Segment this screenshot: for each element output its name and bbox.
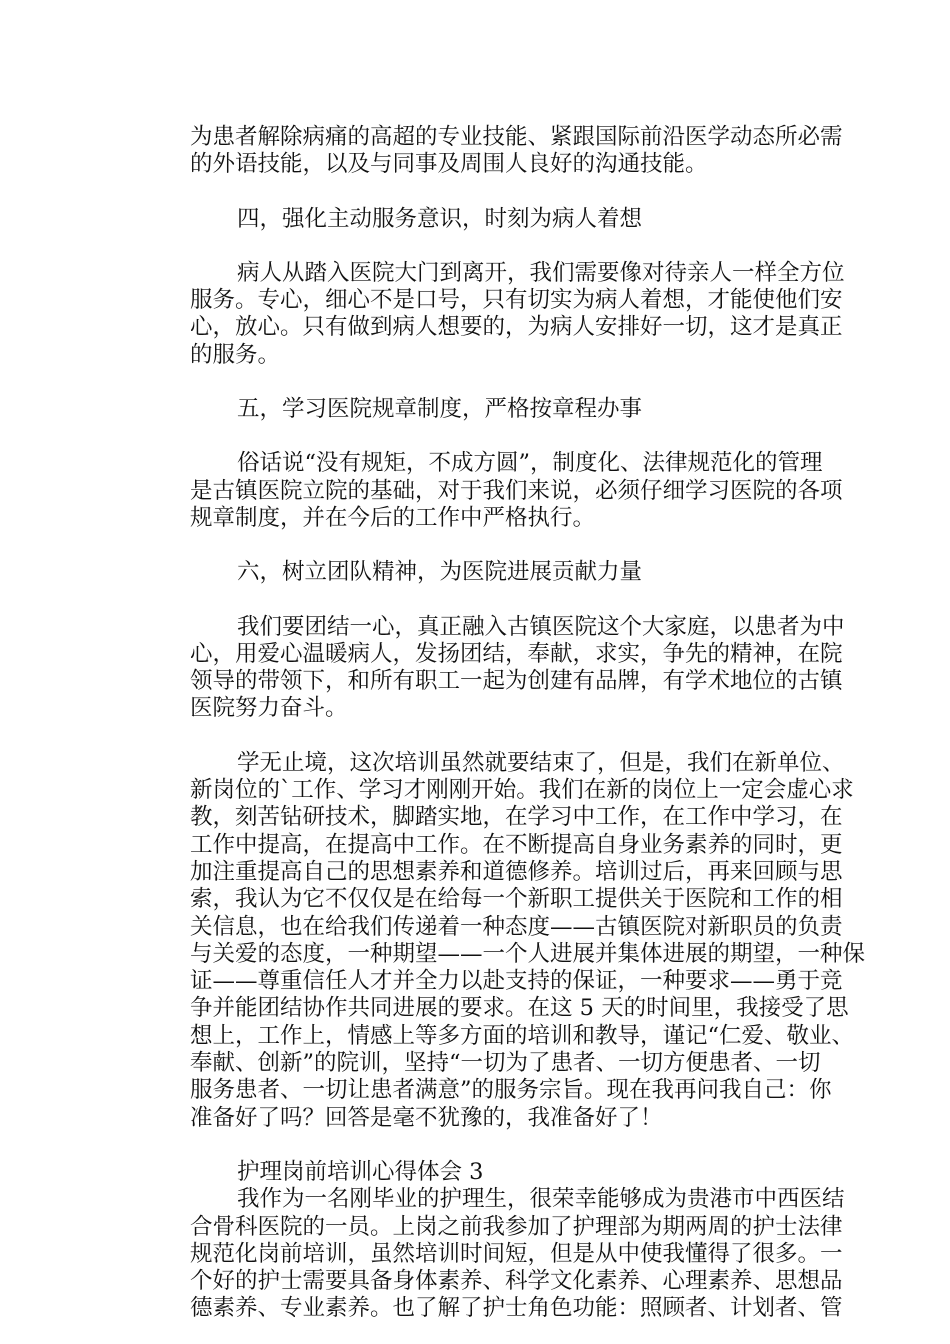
text-line: 加注重提高自己的思想素养和道德修养。培训过后，再来回顾与思 (190, 858, 843, 885)
paragraph-3 (145, 450, 843, 532)
text-line: 准备好了吗？回答是毫不犹豫的，我准备好了！ (190, 1104, 663, 1131)
text-line: 想上，工作上，情感上等多方面的培训和教导，谨记“仁爱、敬业、 (190, 1022, 855, 1049)
text-line: 与关爱的态度，一种期望——一个人进展并集体进展的期望，一种保 (190, 940, 866, 967)
text-line: 服务患者、一切让患者满意”的服务宗旨。现在我再问我自己：你 (190, 1077, 832, 1104)
text-line: 我作为一名刚毕业的护理生，很荣幸能够成为贵港市中西医结 (237, 1186, 845, 1213)
text-line: 关信息，也在给我们传递着一种态度——古镇医院对新职员的负责 (190, 913, 843, 940)
section-title (145, 1159, 835, 1186)
text-line: 心，用爱心温暖病人，发扬团结，奉献，求实，争先的精神，在院 (190, 640, 843, 667)
paragraph-6 (145, 1186, 845, 1322)
paragraph-4 (145, 613, 845, 723)
text-line: 个好的护士需要具备身体素养、科学文化素养、心理素养、思想品 (190, 1268, 843, 1295)
heading-line: 五，学习医院规章制度，严格按章程办事 (237, 396, 643, 423)
text-line: 合骨科医院的一员。上岗之前我参加了护理部为期两周的护士法律 (190, 1213, 843, 1240)
text-line: 是古镇医院立院的基础，对于我们来说，必须仔细学习医院的各项 (190, 477, 843, 504)
text-line: 索，我认为它不仅仅是在给每一个新职工提供关于医院和工作的相 (190, 886, 843, 913)
text-line: 教，刻苦钻研技术，脚踏实地，在学习中工作，在工作中学习，在 (190, 804, 843, 831)
heading-line: 四，强化主动服务意识，时刻为病人着想 (237, 205, 643, 232)
text-line: 新岗位的`工作、学习才刚刚开始。我们在新的岗位上一定会虚心求 (190, 777, 854, 804)
text-line: 争并能团结协作共同进展的要求。在这 5 天的时间里，我接受了思 (190, 995, 849, 1022)
document-body (145, 124, 866, 1323)
text-line: 学无止境，这次培训虽然就要结束了，但是，我们在新单位、 (237, 749, 845, 776)
text-line: 的外语技能，以及与同事及周围人良好的沟通技能。 (190, 151, 708, 178)
text-line: 服务。专心，细心不是口号，只有切实为病人着想，才能使他们安 (190, 287, 843, 314)
text-line: 心，放心。只有做到病人想要的，为病人安排好一切，这才是真正 (190, 314, 843, 341)
heading-four (145, 206, 835, 233)
text-line: 德素养、专业素养。也了解了护士角色功能：照顾者、计划者、管 (190, 1295, 843, 1322)
text-line: 规章制度，并在今后的工作中严格执行。 (190, 504, 596, 531)
text-line: 医院努力奋斗。 (190, 695, 348, 722)
heading-line: 六，树立团队精神，为医院进展贡献力量 (237, 559, 643, 586)
text-line: 规范化岗前培训，虽然培训时间短，但是从中使我懂得了很多。一 (190, 1240, 843, 1267)
section-title-line: 护理岗前培训心得体会 3 (237, 1158, 484, 1185)
heading-five (145, 396, 835, 423)
text-line: 我们要团结一心，真正融入古镇医院这个大家庭，以患者为中 (237, 613, 845, 640)
text-line: 为患者解除病痛的高超的专业技能、紧跟国际前沿医学动态所必需 (190, 124, 843, 150)
paragraph-2 (145, 259, 845, 369)
text-line: 证——尊重信任人才并全力以赴支持的保证，一种要求——勇于竞 (190, 968, 843, 995)
text-line: 病人从踏入医院大门到离开，我们需要像对待亲人一样全方位 (237, 259, 845, 286)
text-line: 奉献、创新”的院训，坚持“一切为了患者、一切方便患者、一切 (190, 1050, 821, 1077)
text-line: 俗话说“没有规矩，不成方圆”，制度化、法律规范化的管理 (237, 450, 823, 477)
text-line: 领导的带领下，和所有职工一起为创建有品牌，有学术地位的古镇 (190, 668, 843, 695)
text-line: 的服务。 (190, 341, 281, 368)
heading-six (145, 559, 835, 586)
paragraph-5 (145, 749, 866, 1132)
paragraph-1 (145, 124, 843, 179)
text-line: 工作中提高，在提高中工作。在不断提高自身业务素养的同时，更 (190, 831, 843, 858)
